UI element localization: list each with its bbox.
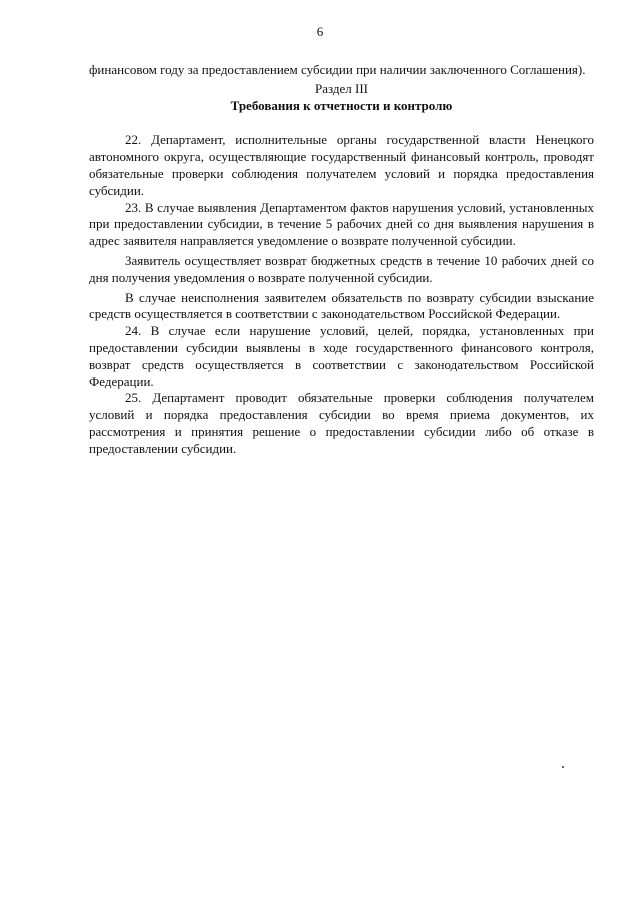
paragraph-23-return: Заявитель осуществляет возврат бюджетных средств в течение 10 рабочих дней со дня получения уведомления о возврате полученной субсидии.	[89, 252, 594, 285]
document-body	[89, 62, 594, 458]
paragraph-25: 25. Департамент проводит обязательные проверки соблюдения получателем условий и порядка предоставления субсидии во время приема документов, их рассмотрения и принятия решение о предоставлении субсидии либо об отказе в предоставлении субсидии.	[89, 390, 594, 456]
paragraph-22: 22. Департамент, исполнительные органы государственной власти Ненецкого автономного округа, осуществляющие государственный финансовый контроль, проводят обязательные проверки соблюдения получателем условий и порядка предоставления субсидии.	[89, 132, 594, 198]
page-number: 6	[316, 24, 324, 39]
section-title: Требования к отчетности и контролю	[230, 97, 453, 113]
paragraph-23: 23. В случае выявления Департаментом фактов нарушения условий, установленных при предоставлении субсидии, в течение 5 рабочих дней со дня выявления нарушения в адрес заявителя направляется уведомление о возврате полученной субсидии.	[89, 199, 594, 249]
scan-dot-mark	[562, 766, 564, 768]
paragraph-23-failure: В случае неисполнения заявителем обязательств по возврату субсидии взыскание средств осуществляется в соответствии с законодательством Российской Федерации.	[89, 289, 594, 322]
intro-paragraph: финансовом году за предоставлением субсидии при наличии заключенного Соглашения).	[89, 62, 586, 77]
section-label: Раздел III	[314, 80, 368, 96]
paragraph-24: 24. В случае если нарушение условий, целей, порядка, установленных при предоставлении субсидии выявлены в ходе государственного финансового контроля, возврат средств осуществляется в соответствии с законодательством Российской Федерации.	[89, 323, 594, 389]
